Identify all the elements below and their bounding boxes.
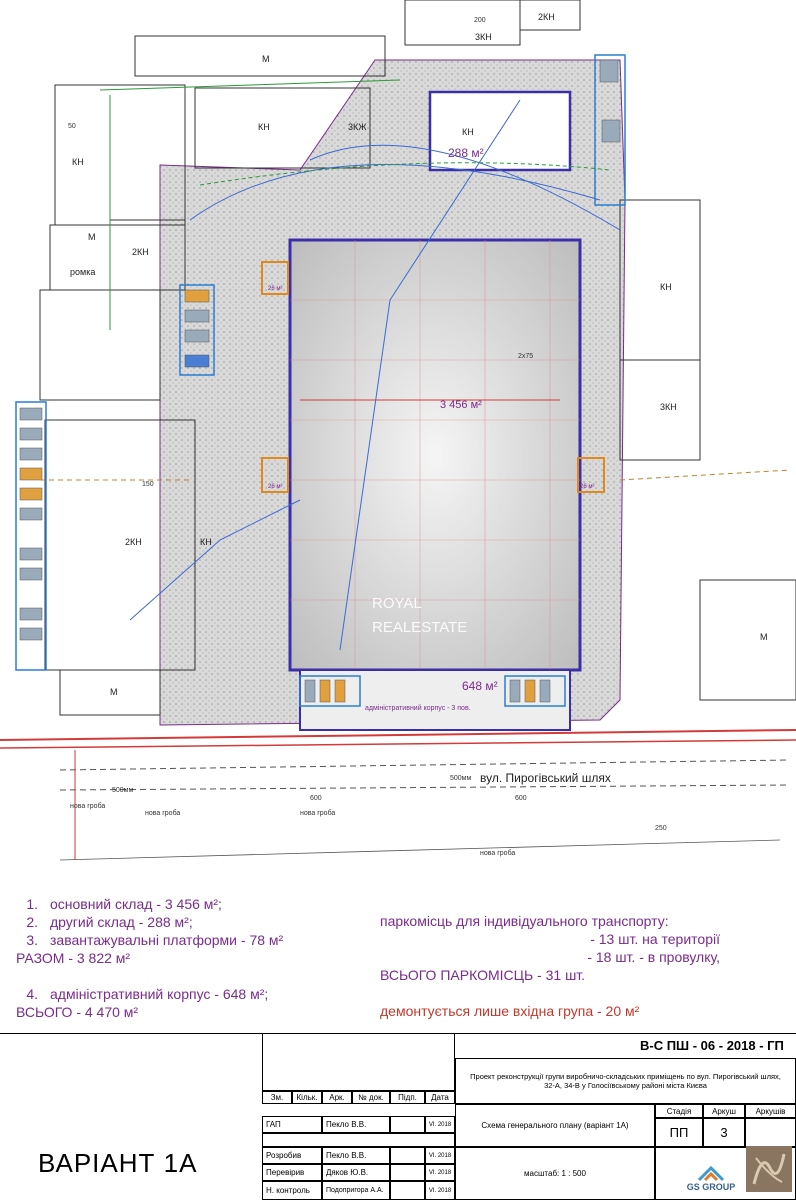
label-romka: ромка [70,267,96,277]
label-kn-box: КН [200,537,212,547]
scale: масштаб: 1 : 500 [455,1147,655,1200]
area-648: 648 м² [462,679,498,693]
main-warehouse [290,240,580,670]
hdr-pidp: Підп. [390,1091,425,1104]
demolition-note: демонтується лише вхідна група - 20 м² [380,1003,640,1019]
row-role: Перевірив [262,1164,322,1181]
row-role: ГАП [262,1116,322,1133]
row-date: VI. 2018 [425,1164,455,1181]
architect-logo-icon [746,1146,792,1192]
label-kn-right: КН [660,282,672,292]
legend-grand-total: ВСЬОГО - 4 470 м² [16,1004,139,1020]
stadia-label: Стадія [655,1104,703,1118]
row-date: VI. 2018 [425,1181,455,1200]
gs-house-icon [697,1164,725,1182]
variant-title: ВАРІАНТ 1А [38,1148,198,1178]
legend-row: 2. другий склад - 288 м²; [26,914,193,930]
label-nova-groba-3: нова гроба [480,850,516,857]
hdr-doc: № док. [352,1091,390,1104]
label-kn-2: КН [258,122,270,132]
row-role: Розробив [262,1147,322,1164]
row-name: Пекло В.В. [322,1116,390,1133]
company-name: GS GROUP [686,1182,736,1192]
label-500mm-b: 500мм [450,775,472,782]
arkush-value: 3 [703,1118,745,1147]
label-500mm-a: 500мм [112,787,134,794]
project-title: Проект реконструкції групи виробничо-складських приміщень по вул. Пирогівський шлях, 32-А, 34-В у Голосіївському районі міста Києва [455,1058,796,1104]
label-3kn-top: 3КН [475,32,492,42]
legend-row: 4. адміністративний корпус - 648 м²; [26,986,269,1002]
legend-parking: паркомісць для індивідуального транспорту: - 13 шт. на території - 18 шт. - в провулку, ВСЬОГО ПАРКОМІСЦЬ - 31 шт. [380,913,720,983]
admin-label: адміністративний корпус - 3 пов. [365,705,471,712]
area-26-b: 26 м² [268,484,283,490]
label-50: 50 [68,123,76,130]
label-m-left: М [88,232,96,242]
row-name: Подопригора А.А. [322,1181,390,1200]
street-name: вул. Пирогівський шлях [480,771,611,785]
area-26-c: 26 м² [580,484,595,490]
label-nova-groba-2: нова гроба [300,810,336,817]
sheet-title: Схема генерального плану (варіант 1А) [455,1104,655,1147]
arkush-label: Аркуш [703,1104,745,1118]
legend-row: 1. основний склад - 3 456 м²; [26,896,222,912]
label-nova-groba-4: нова гроба [70,803,106,810]
label-3kzh: 3КЖ [348,122,367,132]
label-2x75: 2x75 [518,353,534,360]
label-600-b: 600 [515,795,527,802]
hdr-ark: Арк. [322,1091,352,1104]
watermark-realestate: REALESTATE [372,619,468,636]
label-m-right: М [760,632,768,642]
label-kn-left: КН [72,157,84,167]
watermark-royal: ROYAL [372,595,422,612]
label-3kn-right: 3КН [660,402,677,412]
label-250: 250 [655,825,667,832]
label-kn-2w: КН [462,127,474,137]
area-26-a: 26 м² [268,286,283,292]
label-2kn-left: 2КН [132,247,149,257]
area-main: 3 456 м² [440,399,482,411]
arkushiv-label: Аркушів [745,1104,796,1118]
row-date: VI. 2018 [425,1147,455,1164]
label-2kn-top: 2КН [538,12,555,22]
label-600-a: 600 [310,795,322,802]
label-150: 150 [142,481,154,488]
row-date: VI. 2018 [425,1116,455,1133]
stadia-value: ПП [655,1118,703,1147]
row-name: Пекло В.В. [322,1147,390,1164]
company-logo [686,1148,736,1192]
label-200: 200 [474,17,486,24]
area-288: 288 м² [448,146,484,160]
legend-left [0,895,283,1021]
label-m-top: М [262,54,270,64]
drawing-code: В-С ПШ - 06 - 2018 - ГП [640,1038,784,1053]
row-role: Н. контроль [262,1181,322,1200]
hdr-kilk: Кільк. [292,1091,322,1104]
label-2kn-big: 2КН [125,537,142,547]
legend-spacer [0,967,283,985]
hdr-data: Дата [425,1091,455,1104]
row-name: Дяков Ю.В. [322,1164,390,1181]
legend-row: 3. завантажувальні платформи - 78 м² [26,932,284,948]
label-m-bottom: М [110,687,118,697]
label-nova-groba-1: нова гроба [145,810,181,817]
hdr-zm: Зм. [262,1091,292,1104]
legend-total: РАЗОМ - 3 822 м² [16,950,131,966]
